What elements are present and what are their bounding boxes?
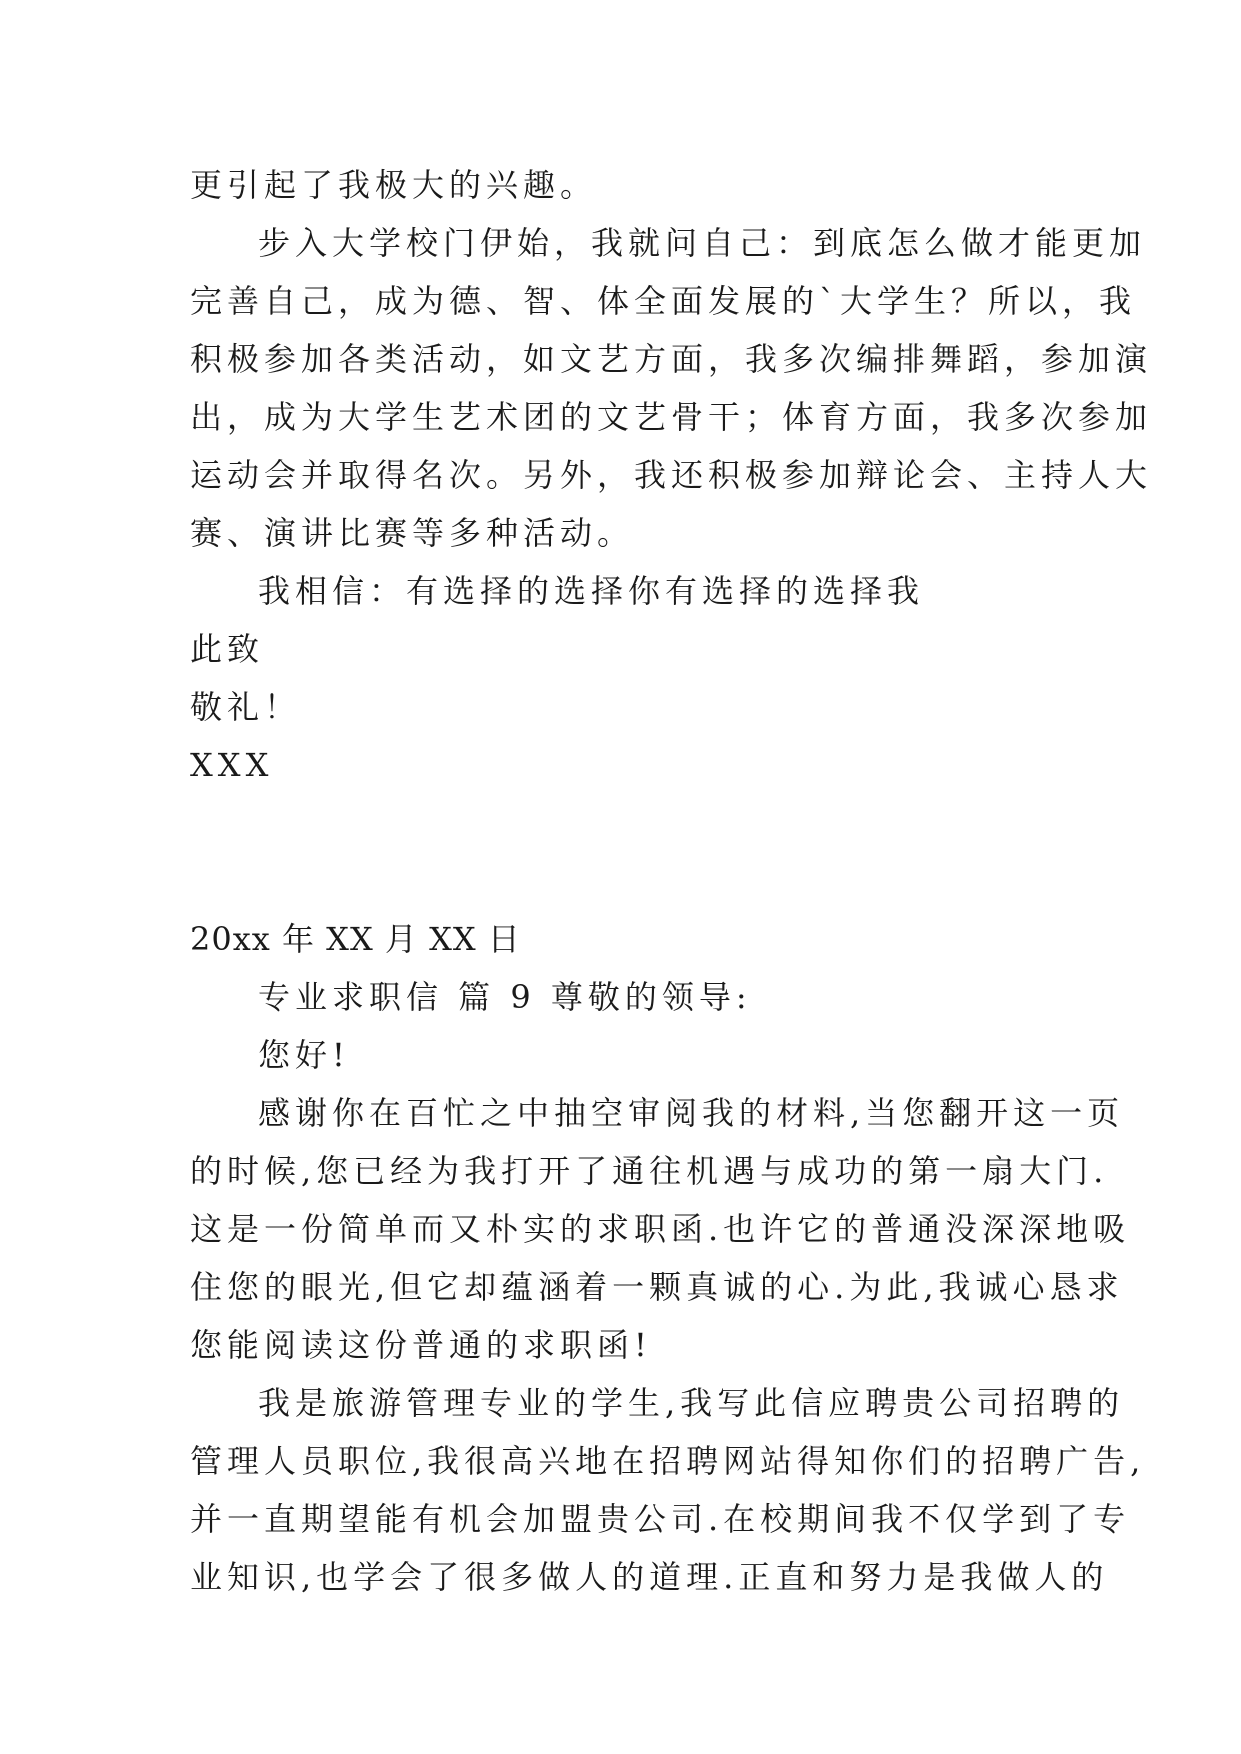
text-line: 出，成为大学生艺术团的文艺骨干；体育方面，我多次参加 [190,398,1153,436]
text-line: 我是旅游管理专业的学生,我写此信应聘贵公司招聘的 [258,1384,1125,1422]
date-line: 20xx 年 XX 月 XX 日 [190,920,521,958]
text-line: 管理人员职位,我很高兴地在招聘网站得知你们的招聘广告, [190,1442,1146,1480]
text-line: 步入大学校门伊始，我就问自己：到底怎么做才能更加 [258,224,1147,262]
greeting: 您好! [258,1036,350,1074]
text-line: 业知识,也学会了很多做人的道理.正直和努力是我做人的 [190,1558,1109,1596]
text-line: 运动会并取得名次。另外，我还积极参加辩论会、主持人大 [190,456,1153,494]
document-body [190,156,1153,1606]
signature: XXX [190,746,274,784]
text-line: 并一直期望能有机会加盟贵公司.在校期间我不仅学到了专 [190,1500,1131,1538]
text-line: 赛、演讲比赛等多种活动。 [190,514,635,552]
text-line: 积极参加各类活动，如文艺方面，我多次编排舞蹈，参加演 [190,340,1153,378]
text-line: 住您的眼光,但它却蕴涵着一颗真诚的心.为此,我诚心恳求 [190,1268,1124,1306]
closing-line: 此致 [190,630,265,668]
text-line: 更引起了我极大的兴趣。 [190,166,598,204]
letter-title: 专业求职信 篇 9 尊敬的领导: [258,978,752,1016]
text-line: 完善自己，成为德、智、体全面发展的`大学生？所以，我 [190,282,1137,320]
blank-gap [190,794,1060,910]
belief-line: 我相信：有选择的选择你有选择的选择我 [258,572,925,610]
text-line: 感谢你在百忙之中抽空审阅我的材料,当您翻开这一页 [258,1094,1125,1132]
text-line: 您能阅读这份普通的求职函! [190,1326,652,1364]
closing-line: 敬礼！ [190,688,302,726]
text-line: 这是一份简单而又朴实的求职函.也许它的普通没深深地吸 [190,1210,1131,1248]
text-line: 的时候,您已经为我打开了通往机遇与成功的第一扇大门. [190,1152,1109,1190]
